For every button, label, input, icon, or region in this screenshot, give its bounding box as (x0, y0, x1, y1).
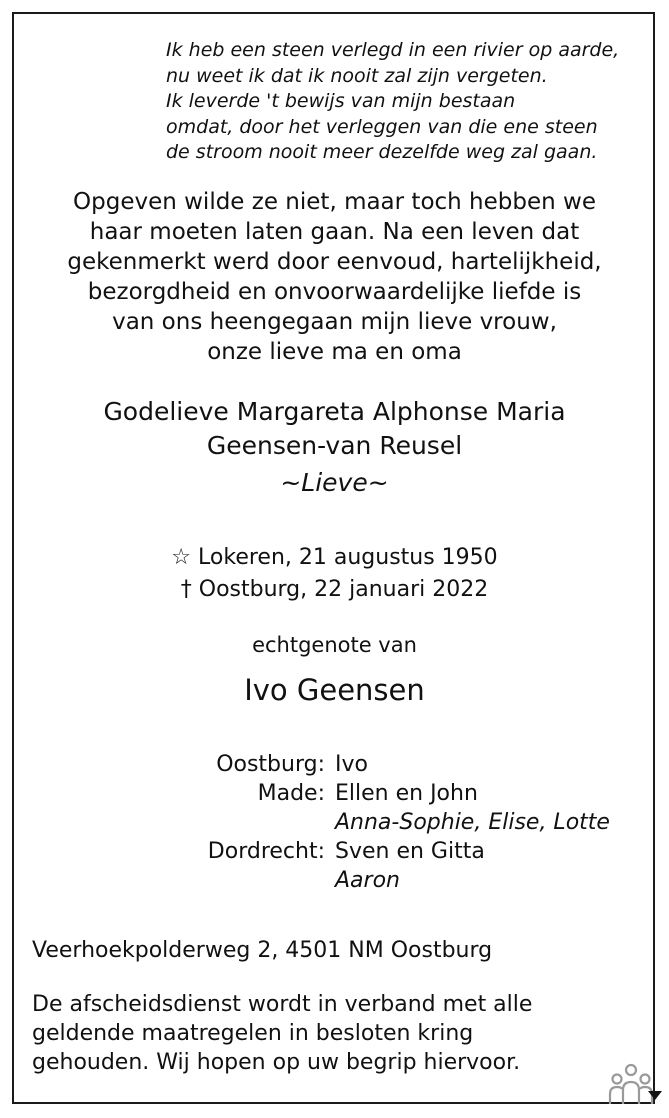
intro-line: van ons heengegaan mijn lieve vrouw, (112, 309, 557, 335)
poem-line: Ik heb een steen verlegd in een rivier op aarde, (166, 39, 620, 61)
family-place: Dordrecht: (207, 839, 325, 864)
triangle-down-icon[interactable] (648, 1091, 662, 1100)
intro-text (20, 187, 649, 367)
family-row (20, 808, 660, 837)
family-names: Ivo (335, 752, 368, 777)
spouse-label: echtgenote van (252, 633, 417, 657)
family-place: Oostburg: (216, 752, 325, 777)
spouse-name: Ivo Geensen (244, 673, 425, 707)
notice-line: geldende maatregelen in besloten kring (32, 1021, 474, 1046)
intro-line: gekenmerkt werd door eenvoud, hartelijkheid, (67, 249, 602, 275)
star-icon: ☆ (171, 545, 192, 570)
deceased-name-line1: Godelieve Margareta Alphonse Maria (103, 397, 566, 426)
intro-line: bezorgdheid en onvoorwaardelijke liefde is (87, 279, 582, 305)
intro-line: onze lieve ma en oma (207, 339, 462, 365)
family-grandchildren: Aaron (335, 868, 400, 893)
deceased-name (20, 395, 649, 463)
poem (166, 38, 646, 166)
cross-icon: † (180, 577, 192, 602)
death-line (20, 574, 649, 606)
death-text: Oostburg, 22 januari 2022 (198, 577, 489, 602)
family-row (20, 866, 660, 895)
poem-line: Ik leverde 't bewijs van mijn bestaan (166, 90, 516, 112)
family-names: Ellen en John (335, 781, 478, 806)
family-row (20, 837, 660, 866)
family-place (20, 808, 335, 837)
family-names: Sven en Gitta (335, 839, 485, 864)
family-place (20, 866, 335, 895)
intro-line: Opgeven wilde ze niet, maar toch hebben we (73, 189, 596, 215)
poem-line: de stroom nooit meer dezelfde weg zal gaan. (166, 141, 598, 163)
address: Veerhoekpolderweg 2, 4501 NM Oostburg (32, 938, 493, 963)
notice-line: gehouden. Wij hopen op uw begrip hiervoor. (32, 1050, 521, 1075)
deceased-nickname: ~Lieve~ (280, 468, 389, 497)
poem-line: nu weet ik dat ik nooit zal zijn vergeten. (166, 64, 548, 87)
family-list (20, 750, 660, 895)
birth-line (20, 542, 649, 574)
life-dates (20, 542, 649, 606)
notice-line: De afscheidsdienst wordt in verband met alle (32, 992, 533, 1017)
intro-line: haar moeten laten gaan. Na een leven dat (89, 219, 580, 245)
family-row (20, 750, 660, 779)
family-row (20, 779, 660, 808)
poem-line: omdat, door het verleggen van die ene steen (166, 115, 598, 138)
family-grandchildren: Anna-Sophie, Elise, Lotte (335, 810, 610, 835)
deceased-name-line2: Geensen-van Reusel (206, 431, 463, 460)
family-place: Made: (257, 781, 325, 806)
service-notice (32, 990, 592, 1077)
birth-text: Lokeren, 21 augustus 1950 (198, 545, 498, 570)
